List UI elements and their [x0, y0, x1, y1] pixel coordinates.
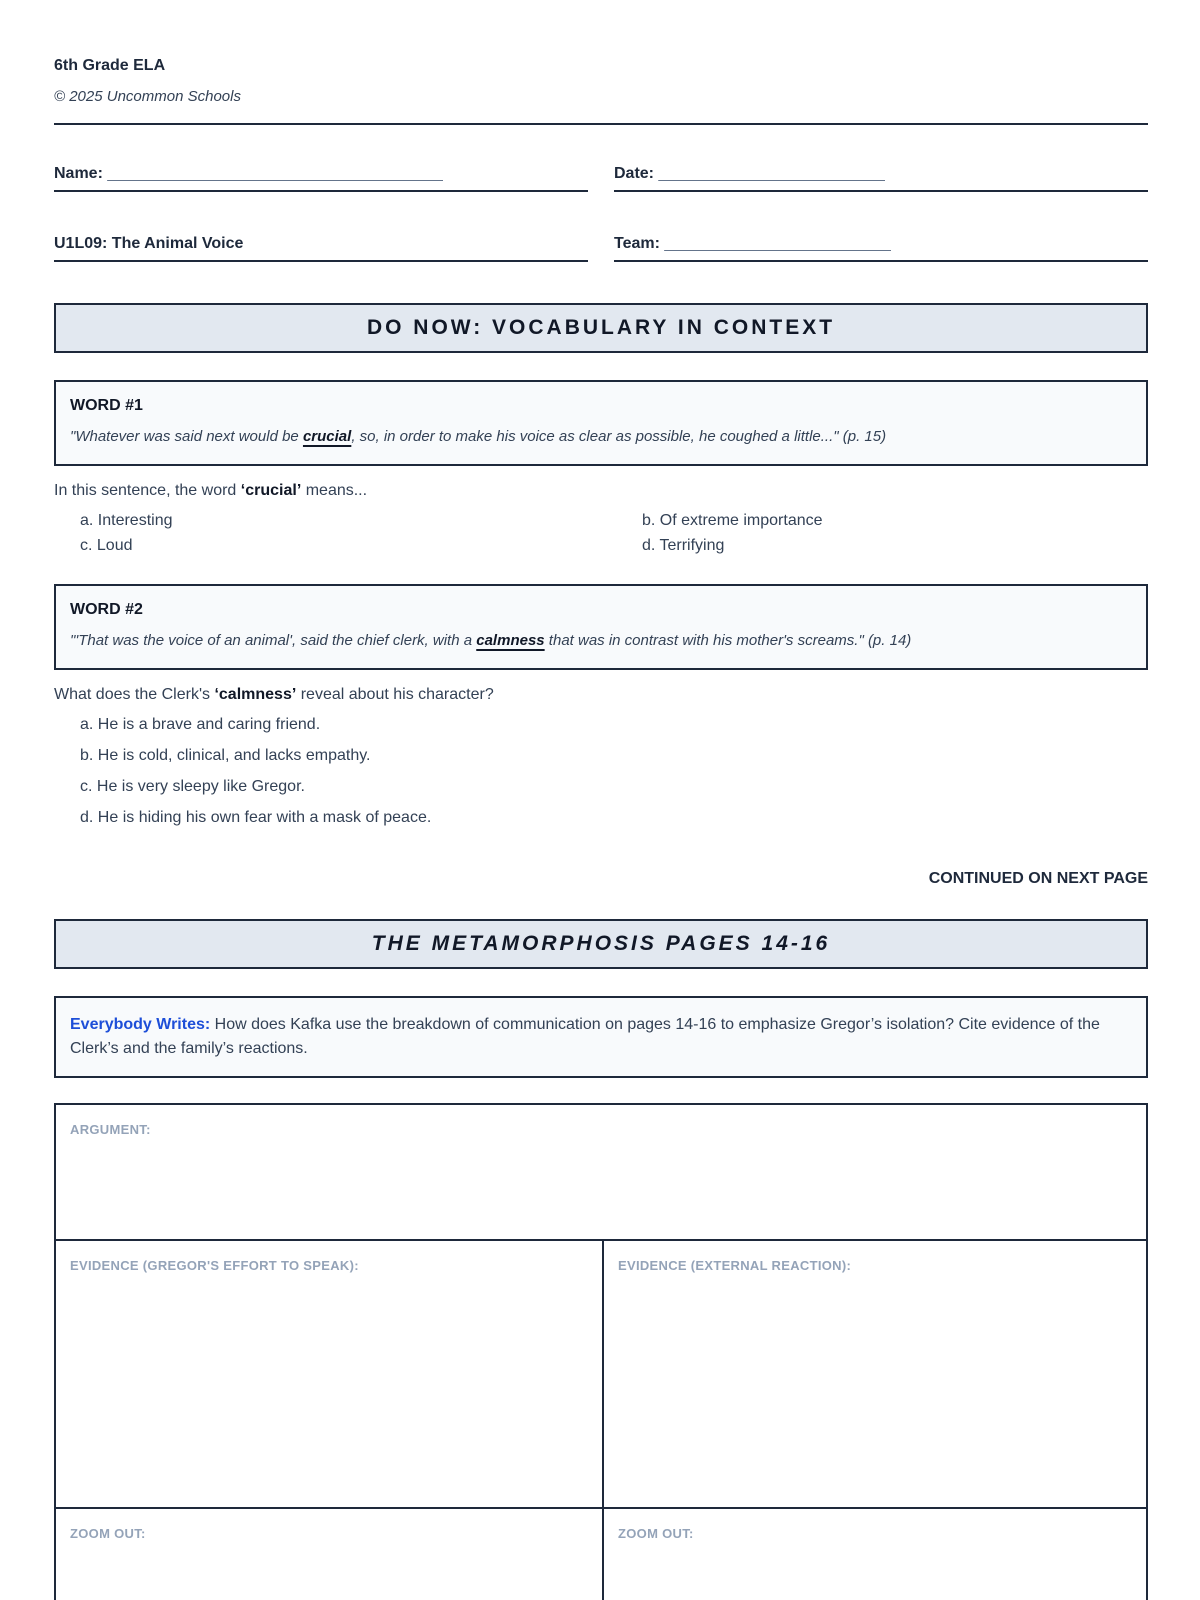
word2-keyword: calmness — [476, 632, 545, 649]
word1-quote — [70, 426, 1132, 448]
word1-question — [54, 480, 1148, 502]
argument-label: ARGUMENT: — [70, 1122, 151, 1137]
word1-box — [54, 380, 1148, 466]
word2-choice-d[interactable]: d. He is hiding his own fear with a mask of peace. — [80, 809, 432, 826]
word2-quote-after: that was in contrast with his mother's screams." (p. 14) — [544, 632, 912, 649]
word2-choice-b[interactable]: b. He is cold, clinical, and lacks empathy. — [80, 747, 371, 764]
word2-question-after: reveal about his character? — [296, 686, 494, 703]
team-field[interactable] — [614, 226, 1148, 262]
word1-question-after: means... — [301, 482, 368, 499]
worksheet-page — [54, 0, 1148, 1600]
word1-quote-after: , so, in order to make his voice as clear as possible, he coughed a little..." (p. 15) — [351, 428, 887, 445]
word1-choices — [54, 510, 1148, 557]
word2-box — [54, 584, 1148, 670]
zoom-out-left-cell[interactable] — [56, 1509, 602, 1600]
course-title: 6th Grade ELA — [54, 57, 166, 74]
prompt-lead: Everybody Writes: — [70, 1016, 211, 1033]
word2-question-before: What does the Clerk's — [54, 686, 215, 703]
zoom-out-left-label: ZOOM OUT: — [70, 1526, 146, 1541]
date-field[interactable] — [614, 156, 1148, 192]
name-label: Name: — [54, 165, 103, 182]
word1-keyword: crucial — [302, 428, 352, 445]
team-label: Team: — [614, 235, 660, 252]
continued-notice: CONTINUED ON NEXT PAGE — [928, 870, 1148, 887]
writing-prompt-box — [54, 996, 1148, 1078]
date-label: Date: — [614, 165, 655, 182]
reading-banner-wrap — [54, 919, 1148, 969]
copyright-notice: © 2025 Uncommon Schools — [54, 88, 241, 105]
word2-question — [54, 684, 1148, 706]
prompt-text: How does Kafka use the breakdown of communication on pages 14-16 to emphasize Gregor’s isolation? Cite evidence of the Clerk’s and the family’s reactions. — [70, 1016, 1100, 1057]
evidence-right-cell[interactable] — [604, 1241, 1148, 1507]
word2-quote — [70, 630, 1132, 652]
name-blank[interactable]: ________________________________________ — [107, 165, 444, 182]
word1-question-keyword: ‘crucial’ — [240, 482, 302, 499]
header-divider — [54, 123, 1148, 125]
word1-choice-d[interactable]: d. Terrifying — [642, 537, 725, 554]
word2-choice-c[interactable]: c. He is very sleepy like Gregor. — [80, 778, 305, 795]
word2-choices — [54, 714, 1148, 829]
word1-title: WORD #1 — [70, 397, 143, 414]
do-now-section — [54, 303, 1148, 829]
word1-choice-b[interactable]: b. Of extreme importance — [642, 512, 823, 529]
date-blank[interactable]: ___________________________ — [658, 165, 886, 182]
team-blank[interactable]: ___________________________ — [664, 235, 892, 252]
evidence-left-cell[interactable] — [56, 1241, 602, 1507]
lesson-title: U1L09: The Animal Voice — [54, 235, 244, 252]
word2-title: WORD #2 — [70, 601, 143, 618]
word1-question-before: In this sentence, the word — [54, 482, 241, 499]
zoom-out-right-label: ZOOM OUT: — [618, 1526, 694, 1541]
do-now-banner: DO NOW: VOCABULARY IN CONTEXT — [54, 303, 1148, 353]
evidence-right-label: EVIDENCE (EXTERNAL REACTION): — [618, 1258, 852, 1273]
graphic-organizer — [54, 1103, 1148, 1600]
argument-cell[interactable] — [56, 1105, 1146, 1239]
word1-choice-a[interactable]: a. Interesting — [80, 512, 173, 529]
reading-banner: THE METAMORPHOSIS PAGES 14-16 — [54, 919, 1148, 969]
name-field[interactable] — [54, 156, 588, 192]
word1-quote-before: "Whatever was said next would be — [70, 428, 303, 445]
word2-quote-before: "'That was the voice of an animal', said the chief clerk, with a — [70, 632, 477, 649]
lesson-field — [54, 226, 588, 262]
word2-question-keyword: ‘calmness’ — [214, 686, 297, 703]
zoom-out-right-cell[interactable] — [604, 1509, 1148, 1600]
word2-choice-a[interactable]: a. He is a brave and caring friend. — [80, 716, 321, 733]
evidence-left-label: EVIDENCE (GREGOR'S EFFORT TO SPEAK): — [70, 1258, 359, 1273]
word1-choice-c[interactable]: c. Loud — [80, 537, 133, 554]
